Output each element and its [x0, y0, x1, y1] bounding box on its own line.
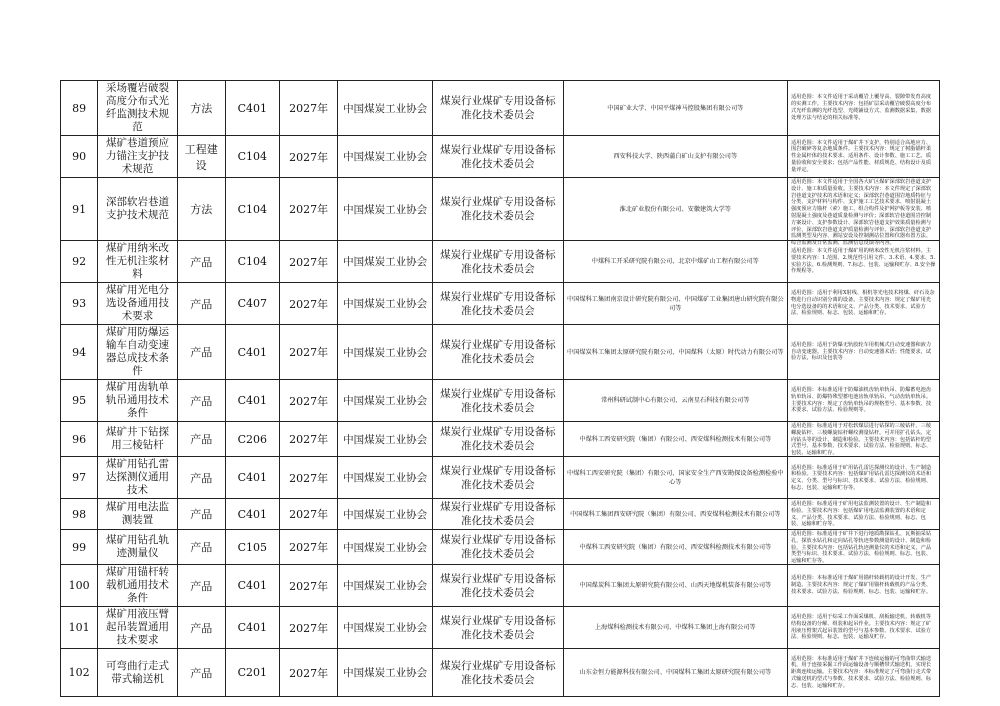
standard-name-cell	[98, 380, 178, 422]
standard-type-cell	[177, 607, 225, 649]
plan-year: 2027年	[289, 508, 329, 521]
category-code-cell	[225, 81, 279, 136]
plan-year-cell	[279, 649, 337, 697]
category-code-cell	[225, 178, 279, 241]
drafting-units-cell	[563, 499, 787, 530]
plan-year: 2027年	[289, 666, 329, 680]
scope-and-content-cell	[787, 565, 939, 607]
standard-type: 产品	[190, 471, 213, 485]
row-number: 98	[72, 507, 87, 521]
standard-type-cell	[177, 178, 225, 241]
standard-type: 产品	[190, 508, 213, 521]
standard-name: 煤矿用电法监测装置	[106, 501, 170, 526]
table-row	[61, 530, 940, 565]
drafting-units-cell	[563, 136, 787, 178]
scope-and-content-cell	[787, 81, 939, 136]
standard-type-cell	[177, 325, 225, 380]
standard-type: 产品	[190, 621, 213, 635]
table-row	[61, 565, 940, 607]
scope-and-content-cell	[787, 380, 939, 422]
row-number: 100	[68, 579, 90, 592]
row-number: 92	[72, 255, 87, 268]
row-number: 91	[72, 202, 87, 216]
plan-year-cell	[279, 136, 337, 178]
drafting-units: 西安科技大学、陕西蒲白矿山支护有限公司等	[613, 153, 738, 160]
row-number: 102	[68, 666, 90, 679]
standard-type-cell	[177, 422, 225, 457]
technical-committee-cell	[432, 380, 563, 422]
row-number-cell	[61, 422, 98, 457]
scope-and-content-cell	[787, 178, 939, 247]
standard-name-cell	[98, 607, 178, 649]
drafting-units-cell	[563, 530, 787, 565]
drafting-units-cell	[563, 565, 787, 607]
drafting-units: 中国煤炭科工集团太原研究院有限公司、山西天地煤机装备有限公司等	[579, 582, 772, 589]
scope-and-content-cell	[787, 283, 939, 325]
table-row	[61, 457, 940, 499]
responsible-org: 中国煤炭工业协会	[343, 151, 428, 163]
row-number: 96	[72, 432, 87, 446]
technical-committee: 煤炭行业煤矿专用设备标准化技术委员会	[440, 196, 556, 222]
standard-name-cell	[98, 136, 178, 178]
standard-name-cell	[98, 457, 178, 499]
responsible-org: 中国煤炭工业协会	[343, 580, 428, 592]
standard-name: 煤矿井下钻探用三棱钻杆	[106, 426, 170, 451]
standard-type-cell	[177, 649, 225, 697]
standard-name: 煤矿用钻孔雷达探测仪通用技术	[106, 458, 170, 496]
plan-year-cell	[279, 422, 337, 457]
category-code-cell	[225, 499, 279, 530]
plan-year: 2027年	[289, 579, 329, 593]
technical-committee: 煤炭行业煤矿专用设备标准化技术委员会	[440, 534, 556, 560]
category-code: C401	[237, 394, 268, 407]
category-code: C105	[237, 540, 268, 554]
responsible-org-cell	[338, 283, 433, 325]
plan-year-cell	[279, 325, 337, 380]
responsible-org-cell	[338, 607, 433, 649]
category-code: C104	[237, 202, 268, 216]
standard-name-cell	[98, 499, 178, 530]
row-number: 93	[72, 297, 87, 310]
category-code: C401	[237, 471, 268, 484]
category-code: C206	[237, 432, 268, 446]
standard-name: 煤矿用液压臂起吊装置通用技术要求	[106, 608, 170, 646]
drafting-units-cell	[563, 81, 787, 136]
standard-name-cell	[98, 81, 178, 136]
standard-type: 工程建设	[184, 142, 218, 172]
technical-committee-cell	[432, 457, 563, 499]
responsible-org-cell	[338, 649, 433, 697]
technical-committee: 煤炭行业煤矿专用设备标准化技术委员会	[440, 95, 556, 121]
table-row	[61, 81, 940, 136]
drafting-units-cell	[563, 241, 787, 283]
standard-type: 方法	[190, 203, 213, 216]
category-code-cell	[225, 649, 279, 697]
plan-year-cell	[279, 530, 337, 565]
technical-committee-cell	[432, 178, 563, 241]
plan-year: 2027年	[289, 541, 329, 554]
standard-name: 煤矿用钻孔轨迹测量仪	[106, 534, 170, 559]
responsible-org: 中国煤炭工业协会	[343, 256, 428, 268]
scope-and-content-cell	[787, 499, 939, 530]
table-row	[61, 136, 940, 178]
drafting-units: 中国矿业大学、中国平煤神马控股集团有限公司等	[607, 104, 744, 112]
row-number: 101	[68, 621, 90, 634]
responsible-org-cell	[338, 422, 433, 457]
drafting-units: 中煤科工西安研究院（集团）有限公司、西安煤科检测技术有限公司等	[579, 543, 772, 551]
table-row	[61, 380, 940, 422]
standard-type-cell	[177, 530, 225, 565]
standard-type: 产品	[190, 666, 213, 680]
technical-committee-cell	[432, 607, 563, 649]
responsible-org: 中国煤炭工业协会	[343, 472, 428, 484]
row-number-cell	[61, 380, 98, 422]
scope-and-content: 适用范围：适用于利用X射线、相机等光电技术将煤、矸石及杂物进行自动识别分离的设备。主要技术内容：规定了煤矿用光电分选设备的的术语和定义、产品分类、技术要求、试验方法、检验规则、标志、包装、运输和贮存。	[790, 289, 935, 317]
responsible-org: 中国煤炭工业协会	[343, 395, 428, 407]
scope-and-content: 适用范围：本文件适用于煤矿用的纳米改性无机注浆材料。主要技术内容：1.范围、2.规范性引用文件、3.术语、4.要求、5.实验方法、6.检测规则、7.标志、包装、运输和贮存、8.安全操作规程等。	[790, 247, 936, 275]
drafting-units-cell	[563, 380, 787, 422]
standard-type: 产品	[190, 433, 213, 446]
row-number-cell	[61, 241, 98, 283]
drafting-units-cell	[563, 649, 787, 697]
category-code-cell	[225, 607, 279, 649]
standard-type: 方法	[190, 102, 213, 115]
row-number-cell	[61, 325, 98, 380]
drafting-units: 中煤科工开采研究院有限公司、北京中煤矿山工程有限公司等	[591, 258, 759, 265]
category-code-cell	[225, 283, 279, 325]
technical-committee-cell	[432, 422, 563, 457]
technical-committee: 煤炭行业煤矿专用设备标准化技术委员会	[440, 290, 556, 317]
technical-committee: 煤炭行业煤矿专用设备标准化技术委员会	[440, 143, 556, 170]
plan-year-cell	[279, 178, 337, 241]
responsible-org-cell	[338, 325, 433, 380]
standard-type: 产品	[190, 297, 213, 311]
responsible-org-cell	[338, 241, 433, 283]
scope-and-content: 适用范围：标准适用于矿用钻孔雷达探测仪的设计、生产制造和检验。主要技术内容：包括煤矿用钻孔雷达探测仪的术语和定义、分类、型号与标识、技术要求、试验方法、检验规则、标志、包装、运输和贮存等。	[790, 464, 932, 491]
drafting-units: 中国煤炭科工集团太原研究院有限公司、中国煤科（太原）时代动力有限公司等	[567, 348, 784, 356]
table-row	[61, 178, 940, 241]
standard-type: 产品	[190, 346, 213, 359]
table-row	[61, 607, 940, 649]
category-code-cell	[225, 457, 279, 499]
row-number-cell	[61, 81, 98, 136]
drafting-units: 中国煤科工集团西安研究院（集团）有限公司、西安煤科检测技术有限公司等	[570, 510, 781, 518]
row-number-cell	[61, 565, 98, 607]
table-row	[61, 649, 940, 697]
standard-type-cell	[177, 81, 225, 136]
scope-and-content: 适用范围：本标准适用于煤矿用锚杆转载机的设计开发、生产制造。主要技术内容：规定了煤矿用锚杆转载机的产品分类、技术要求、试验方法、检验规则、标志、包装、运输和贮存。	[790, 575, 932, 595]
technical-committee: 煤炭行业煤矿专用设备标准化技术委员会	[440, 572, 556, 599]
row-number-cell	[61, 283, 98, 325]
drafting-units: 中煤科工西安研究院（集团）有限公司、西安煤科检测技术有限公司等	[579, 435, 772, 443]
drafting-units: 上海煤科检测技术有限公司、中煤科工集团上海有限公司等	[594, 624, 756, 631]
standard-name-cell	[98, 178, 178, 241]
responsible-org: 中国煤炭工业协会	[343, 102, 428, 115]
responsible-org: 中国煤炭工业协会	[343, 541, 428, 554]
row-number: 94	[72, 345, 87, 359]
scope-and-content: 适用范围：本文件适用于全国各大矿区煤矿深部软岩巷道支护设计、施工和质量验收。主要技术内容：本文件规定了深部软岩巷道支护技术的术语和定义；深部软岩巷道围岩地质特征与分类、支护材料与构件、支护施工工艺技术要求、喷射混凝土强度预应力锚杆（索）施工、组合构件及护网护板等安装、喷射混凝土强度及巷道质量检测与评价；深部软岩巷道围岩控制方案设计、支护参数设计、深部软岩巷道支护效果质量检测与评价、深部软岩巷道支护质量检测与评价、深部软岩巷道支护监测类型及内容、测站安设及控制测站位置和仪器布置方法、综合监测及日常监测、监测信息反馈等内容。	[790, 179, 932, 247]
technical-committee-cell	[432, 241, 563, 283]
technical-committee: 煤炭行业煤矿专用设备标准化技术委员会	[440, 464, 556, 491]
category-code: C104	[237, 255, 268, 268]
responsible-org-cell	[338, 81, 433, 136]
scope-and-content-cell	[787, 607, 939, 649]
category-code-cell	[225, 422, 279, 457]
scope-and-content: 适用范围：标准适用于矿井下进行地质勘探钻孔、瓦斯抽采钻孔、探放水钻孔和定向钻孔等轨迹参数测量的设计、制造和检验。主要技术内容：包括钻孔轨迹测量仪的术语和定义、产品类型与标识、技术要求、试验方法、检验规则、标志、包装、运输和贮存等。	[790, 531, 932, 565]
plan-year: 2027年	[289, 621, 329, 635]
standard-name: 煤矿用光电分选设备通用技术要求	[106, 284, 170, 322]
drafting-units-cell	[563, 607, 787, 649]
plan-year-cell	[279, 499, 337, 530]
standards-table	[60, 80, 940, 697]
technical-committee-cell	[432, 325, 563, 380]
standard-name-cell	[98, 283, 178, 325]
scope-and-content: 适用范围：适用于防爆无轨胶轮车用机械式自动变速器和液力自动变速器。主要技术内容：自动变速器术语；性能要求，试验方法，标识及包装等	[790, 341, 932, 362]
plan-year: 2027年	[289, 394, 329, 408]
category-code: C401	[237, 101, 268, 115]
drafting-units-cell	[563, 422, 787, 457]
category-code: C401	[237, 579, 268, 592]
standard-type: 产品	[190, 579, 213, 593]
drafting-units: 常州科研试制中心有限公司、云南星石科技有限公司等	[601, 397, 750, 404]
table-row	[61, 499, 940, 530]
row-number: 95	[72, 394, 87, 407]
technical-committee-cell	[432, 530, 563, 565]
category-code: C407	[237, 297, 268, 310]
table-row	[61, 325, 940, 380]
responsible-org: 中国煤炭工业协会	[343, 667, 428, 679]
technical-committee-cell	[432, 283, 563, 325]
technical-committee: 煤炭行业煤矿专用设备标准化技术委员会	[440, 501, 556, 527]
standard-name-cell	[98, 422, 178, 457]
standard-type: 产品	[190, 394, 213, 408]
standard-name-cell	[98, 649, 178, 697]
drafting-units-cell	[563, 325, 787, 380]
scope-and-content-cell	[787, 325, 939, 380]
row-number: 99	[72, 540, 87, 554]
technical-committee: 煤炭行业煤矿专用设备标准化技术委员会	[440, 614, 556, 641]
row-number-cell	[61, 136, 98, 178]
technical-committee: 煤炭行业煤矿专用设备标准化技术委员会	[440, 339, 556, 365]
plan-year: 2027年	[289, 346, 329, 359]
plan-year-cell	[279, 607, 337, 649]
drafting-units-cell	[563, 457, 787, 499]
standard-type: 产品	[190, 541, 213, 554]
standard-name: 煤矿用齿轨单轨吊通用技术条件	[106, 381, 170, 419]
row-number-cell	[61, 607, 98, 649]
responsible-org-cell	[338, 530, 433, 565]
table-row	[61, 283, 940, 325]
plan-year-cell	[279, 81, 337, 136]
standard-name: 煤矿巷道预应力锚注支护技术规范	[106, 137, 170, 175]
table-row	[61, 422, 940, 457]
scope-and-content: 适用范围：标准适用于矿用电法监测装置的设计、生产制造和检验。主要技术内容：包括煤矿用电法监测装置的术语和定义、产品分类、技术要求、试验方法、检验规则、标志、包装、运输和贮存等。	[790, 501, 932, 528]
row-number-cell	[61, 530, 98, 565]
standard-name: 可弯曲行走式带式输送机	[106, 659, 170, 685]
responsible-org: 中国煤炭工业协会	[343, 298, 428, 310]
technical-committee-cell	[432, 136, 563, 178]
scope-and-content: 适用范围：本标准适用于防爆油机齿轨单轨吊、防爆蓄电池齿轨单轨吊、防爆特殊型蓄电池齿轨单轨吊、气动齿轨单轨吊。主要技术内容：规定了齿轨单轨吊的规格型号、基本参数、技术要求、试验方法、检验规则等。	[790, 386, 932, 414]
standard-name: 煤矿用锚杆转载机通用技术条件	[106, 566, 170, 604]
plan-year: 2027年	[289, 471, 329, 485]
drafting-units: 中国煤科工集团南京设计研究院有限公司、中国煤矿工业集团唐山研究院有限公司等	[567, 295, 784, 312]
standard-name-cell	[98, 530, 178, 565]
drafting-units: 淮北矿业股份有限公司、安徽建筑大学等	[619, 205, 731, 213]
row-number-cell	[61, 178, 98, 241]
category-code-cell	[225, 241, 279, 283]
scope-and-content: 适用范围：标准适用于对松软煤层进行钻探的三棱钻杆、三棱螺旋钻杆、三棱螺旋钻杆螺纹测量钻杆，可并用扩孔钻头、定向钻头等的设计、制造和检验。主要技术内容：包括钻杆的型式型号、基本参数、技术要求、试验方法、检验规则、标志、包装、运输和贮存。	[790, 423, 932, 457]
plan-year: 2027年	[289, 102, 329, 115]
responsible-org-cell	[338, 178, 433, 241]
row-number-cell	[61, 499, 98, 530]
drafting-units-cell	[563, 178, 787, 241]
standard-type-cell	[177, 457, 225, 499]
row-number-cell	[61, 457, 98, 499]
responsible-org: 中国煤炭工业协会	[343, 203, 428, 216]
standard-name-cell	[98, 565, 178, 607]
scope-and-content-cell	[787, 136, 939, 178]
drafting-units: 中煤科工西安研究院（集团）有限公司、国家安全生产西安勘探设备检测检验中心等	[567, 469, 784, 486]
scope-and-content-cell	[787, 649, 939, 697]
plan-year-cell	[279, 457, 337, 499]
table-body	[61, 81, 940, 697]
plan-year: 2027年	[289, 150, 329, 164]
technical-committee: 煤炭行业煤矿专用设备标准化技术委员会	[440, 387, 556, 414]
category-code: C104	[237, 150, 268, 163]
plan-year: 2027年	[289, 203, 329, 216]
responsible-org: 中国煤炭工业协会	[343, 622, 428, 634]
standard-name-cell	[98, 241, 178, 283]
standard-type: 产品	[190, 255, 213, 269]
plan-year-cell	[279, 241, 337, 283]
standard-type-cell	[177, 499, 225, 530]
plan-year: 2027年	[289, 297, 329, 311]
scope-and-content: 适用范围：本标准适用于煤矿井下连续运输的可弯曲带式输送机，用于连接采掘工作面运输设备与顺槽带式输送机，实现长距离连续运输。主要技术内容：本标准规定了可弯曲行走式带式输送机的型式与参数、技术要求、试验方法、检验规则、标志、包装、运输和贮存。	[790, 655, 932, 689]
responsible-org-cell	[338, 565, 433, 607]
row-number: 90	[72, 150, 87, 163]
standard-type-cell	[177, 136, 225, 178]
responsible-org-cell	[338, 380, 433, 422]
row-number: 89	[72, 101, 87, 115]
category-code: C401	[237, 621, 268, 634]
technical-committee-cell	[432, 565, 563, 607]
row-number-cell	[61, 649, 98, 697]
plan-year-cell	[279, 283, 337, 325]
responsible-org: 中国煤炭工业协会	[343, 433, 428, 446]
category-code-cell	[225, 530, 279, 565]
plan-year: 2027年	[289, 433, 329, 446]
category-code-cell	[225, 565, 279, 607]
responsible-org: 中国煤炭工业协会	[343, 346, 428, 359]
scope-and-content-cell	[787, 457, 939, 499]
standard-name: 采场覆岩破裂高度分布式光纤监测技术规范	[106, 82, 170, 133]
technical-committee-cell	[432, 649, 563, 697]
standard-type-cell	[177, 565, 225, 607]
standard-name: 煤矿用防爆运输车自动变速器总成技术条件	[106, 326, 170, 377]
technical-committee: 煤炭行业煤矿专用设备标准化技术委员会	[440, 248, 556, 275]
responsible-org-cell	[338, 499, 433, 530]
technical-committee: 煤炭行业煤矿专用设备标准化技术委员会	[440, 426, 556, 452]
responsible-org: 中国煤炭工业协会	[343, 508, 428, 521]
category-code: C401	[237, 507, 268, 521]
drafting-units: 山东金恒力能源科技有限公司、中国煤科工集团太原研究院有限公司等	[579, 669, 772, 676]
scope-and-content: 适用范围：适用于综采工作面采煤机、刮板输送机、转载机等结构设备的分解、组装和起吊作业。主要技术内容：规定了矿用液压臂架式起吊装置的型号与基本参数、技术要求、试验方法、检验规则、标志、包装、运输及贮存。	[790, 613, 932, 641]
scope-and-content: 适用范围：本文件适用于煤矿井下支护，特别适合高地应力、围岩破碎等复杂地质条件。主要技术内容：规定了树脂锚杆柔性金属杆体的技术要求、适用条件、设计参数、施工工艺、质量验收和安全要求；包括产品性能、材质规范、结构设计及质量评定。	[790, 139, 932, 173]
plan-year-cell	[279, 565, 337, 607]
standard-type-cell	[177, 283, 225, 325]
category-code-cell	[225, 380, 279, 422]
scope-and-content-cell	[787, 422, 939, 457]
category-code: C201	[237, 666, 268, 679]
scope-and-content: 适用范围：本文件适用于采动覆岩上覆导高、裂隙带发育高度的实测工作。主要技术内容：包括矿层采动覆岩破裂高度分布式光纤监测的光纤选型、光缆铺设方式、监测数据采集、数据处理方法与结论的相关标准等。	[790, 94, 932, 121]
responsible-org-cell	[338, 136, 433, 178]
technical-committee-cell	[432, 81, 563, 136]
standard-name: 深部软岩巷道支护技术规范	[106, 196, 170, 221]
category-code-cell	[225, 325, 279, 380]
plan-year: 2027年	[289, 255, 329, 269]
technical-committee-cell	[432, 499, 563, 530]
row-number: 97	[72, 471, 87, 484]
standard-name-cell	[98, 325, 178, 380]
standard-type-cell	[177, 380, 225, 422]
category-code: C401	[237, 345, 268, 359]
drafting-units-cell	[563, 283, 787, 325]
standard-name: 煤矿用纳米改性无机注浆材料	[106, 242, 170, 280]
responsible-org-cell	[338, 457, 433, 499]
standard-type-cell	[177, 241, 225, 283]
technical-committee: 煤炭行业煤矿专用设备标准化技术委员会	[440, 659, 556, 686]
scope-and-content-cell	[787, 530, 939, 565]
category-code-cell	[225, 136, 279, 178]
plan-year-cell	[279, 380, 337, 422]
